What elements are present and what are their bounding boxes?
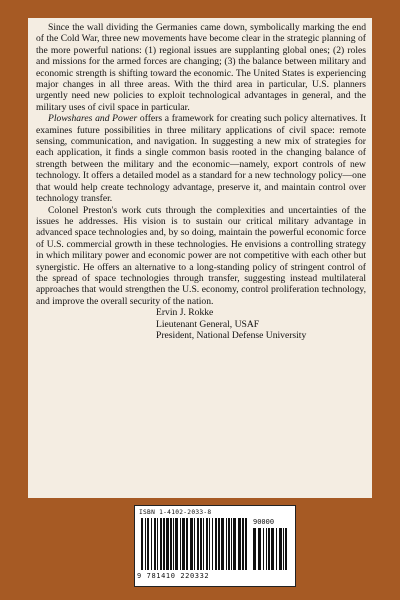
barcode-digits: 9 781410 220332	[137, 572, 210, 580]
barcode-box	[134, 505, 296, 587]
signature-block	[36, 307, 366, 341]
barcode-addon-icon	[253, 528, 289, 570]
paragraph-2	[36, 113, 366, 204]
paragraph-1: Since the wall dividing the Germanies came down, symbolically marking the end of the Cold War, three new movements have become clear in the strategic planning of the more powerful nations: (1) regional issues are supplanting global ones; (2) roles and missions for the armed forces are changing; (3) the balance between military and economic strength is shifting toward the economic. The United States is experiencing major changes in all three areas. With the third area in particular, U.S. planners urgently need new policies to exploit technological advantages in general, and the military uses of civil space in particular.	[36, 22, 366, 113]
signature-rank: Lieutenant General, USAF	[156, 318, 260, 330]
signature-name: Ervin J. Rokke	[156, 307, 214, 319]
blurb-text	[36, 22, 366, 341]
book-title: Plowshares and Power	[48, 113, 138, 125]
price-code: 90000	[253, 518, 275, 526]
paragraph-3: Colonel Preston's work cuts through the complexities and uncertainties of the issues he addresses. His vision is to sustain our critical military advantage in advanced space technologies and, by so doing, maintain the powerful economic force of U.S. commercial growth in these technologies. He envisions a controlling strategy in which military power and economic power are not competitive with each other but synergistic. He offers an alternative to a long-standing policy of stringent control of the spread of space technologies through transfer, suggesting instead multilateral approaches that would strengthen the U.S. economy, control proliferation technology, and improve the overall security of the nation.	[36, 204, 366, 307]
signature-position: President, National Defense University	[156, 329, 307, 341]
paragraph-2-text: offers a framework for creating such policy alternatives. It examines future possibilities in three military applications of civil space: remote sensing, communication, and navigation. In suggesting a new mix of strategies for each application, it finds a single common basis rooted in the changing balance of strength between the military and the economic—namely, export controls of new technology. It offers a detailed model as a standard for a new technology policy—one that would help create technology advantage, preserve it, and maintain control over technology transfer.	[36, 113, 366, 205]
barcode-icon	[141, 518, 249, 570]
isbn-label: ISBN 1-4102-2033-8	[139, 509, 212, 516]
